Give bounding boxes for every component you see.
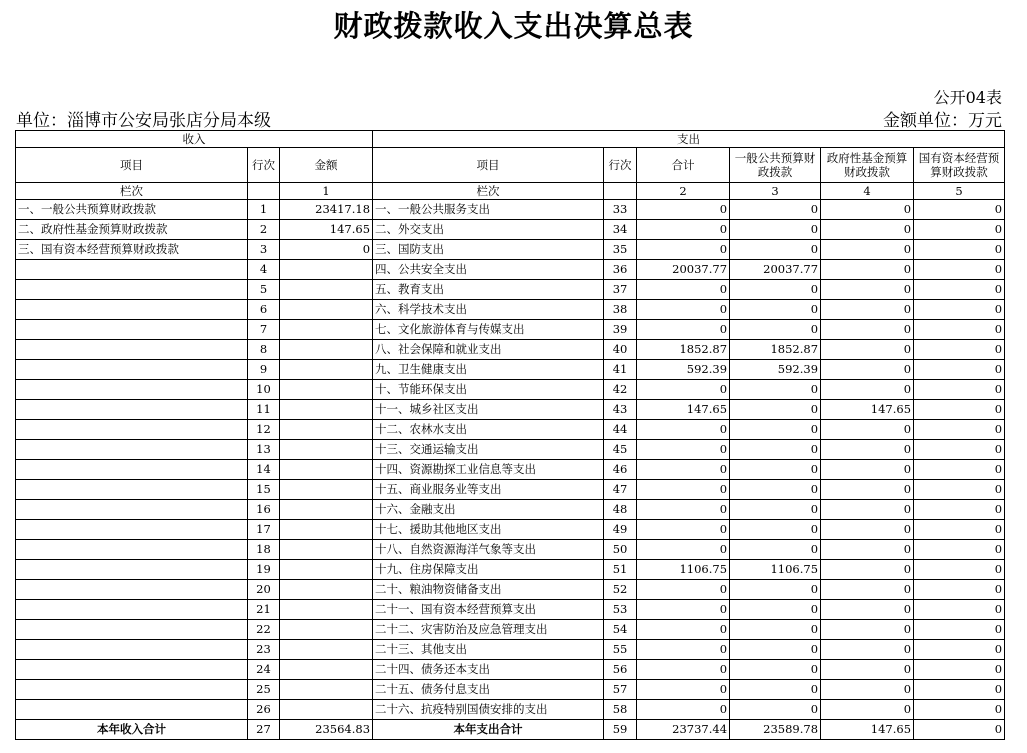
- expense-fund-budget-cell: 0: [821, 380, 914, 400]
- expense-line-no-cell: 52: [604, 580, 637, 600]
- expense-item-cell: 二十六、抗疫特别国债安排的支出: [373, 700, 604, 720]
- expense-item-cell: 一、一般公共服务支出: [373, 200, 604, 220]
- income-amount-cell: [280, 320, 373, 340]
- income-line-no-cell: 5: [248, 280, 280, 300]
- expense-total-cell: 0: [637, 220, 730, 240]
- expense-line-no-cell: 39: [604, 320, 637, 340]
- income-item-cell: [16, 600, 248, 620]
- expense-total-cell: 0: [637, 640, 730, 660]
- expense-total-cell: 0: [637, 460, 730, 480]
- expense-fund-budget-cell: 0: [821, 280, 914, 300]
- income-item-header: 项目: [16, 148, 248, 183]
- expense-total-cell: 0: [637, 480, 730, 500]
- finance-table: [15, 130, 1005, 740]
- expense-line-no-cell: 44: [604, 420, 637, 440]
- expense-state-capital-cell: 0: [914, 400, 1005, 420]
- expense-general-budget-cell: 592.39: [730, 360, 821, 380]
- table-row: [16, 360, 1005, 380]
- income-amount-cell: [280, 540, 373, 560]
- income-amount-cell: [280, 520, 373, 540]
- income-item-cell: 二、政府性基金预算财政拨款: [16, 220, 248, 240]
- expense-item-cell: 四、公共安全支出: [373, 260, 604, 280]
- income-item-cell: [16, 560, 248, 580]
- expense-fund-budget-cell: 0: [821, 200, 914, 220]
- expense-line-no-cell: 56: [604, 660, 637, 680]
- expense-total-cell: 1106.75: [637, 560, 730, 580]
- expense-fund-budget-cell: 0: [821, 440, 914, 460]
- table-row: [16, 280, 1005, 300]
- expense-general-budget-cell: 0: [730, 660, 821, 680]
- expense-line-no-cell: 55: [604, 640, 637, 660]
- income-item-cell: [16, 460, 248, 480]
- expense-line-no-cell: 54: [604, 620, 637, 640]
- income-amount-cell: [280, 300, 373, 320]
- col-label: 栏次: [373, 183, 604, 200]
- income-line-no-cell: 3: [248, 240, 280, 260]
- expense-item-cell: 二十四、债务还本支出: [373, 660, 604, 680]
- income-item-cell: [16, 540, 248, 560]
- expense-total-cell: 147.65: [637, 400, 730, 420]
- expense-item-cell: 三、国防支出: [373, 240, 604, 260]
- table-row: [16, 420, 1005, 440]
- expense-state-capital-cell: 0: [914, 300, 1005, 320]
- table-row: [16, 340, 1005, 360]
- expense-state-capital-cell: 0: [914, 640, 1005, 660]
- page-title: 财政拨款收入支出决算总表: [333, 9, 694, 43]
- income-amount-cell: [280, 380, 373, 400]
- expense-state-capital-cell: 0: [914, 380, 1005, 400]
- income-item-cell: [16, 340, 248, 360]
- expense-item-cell: 七、文化旅游体育与传媒支出: [373, 320, 604, 340]
- expense-general-budget-cell: 0: [730, 320, 821, 340]
- expense-general-budget-cell: 0: [730, 440, 821, 460]
- expense-total-cell: 0: [637, 440, 730, 460]
- expense-state-capital-cell: 0: [914, 600, 1005, 620]
- expense-line-no-cell: 35: [604, 240, 637, 260]
- expense-line-no-cell: 51: [604, 560, 637, 580]
- expense-fund-budget-cell: 0: [821, 460, 914, 480]
- table-row: [16, 540, 1005, 560]
- expense-item-cell: 二十、粮油物资储备支出: [373, 580, 604, 600]
- expense-general-budget-cell: 0: [730, 540, 821, 560]
- expense-total-cell: 0: [637, 620, 730, 640]
- expense-state-capital-cell: 0: [914, 500, 1005, 520]
- expense-fund-budget-cell: 0: [821, 680, 914, 700]
- expense-total-cell: 0: [637, 660, 730, 680]
- income-item-cell: [16, 380, 248, 400]
- expense-line-no-cell: 33: [604, 200, 637, 220]
- income-item-cell: 三、国有资本经营预算财政拨款: [16, 240, 248, 260]
- expense-general-budget-cell: 1106.75: [730, 560, 821, 580]
- table-row: [16, 220, 1005, 240]
- expense-total-amount: 23737.44: [637, 720, 730, 740]
- income-line-no-cell: 2: [248, 220, 280, 240]
- expense-total-cell: 0: [637, 540, 730, 560]
- expense-state-capital-cell: 0: [914, 560, 1005, 580]
- expense-item-header: 项目: [373, 148, 604, 183]
- expense-general-budget-cell: 1852.87: [730, 340, 821, 360]
- expense-state-capital-cell: 0: [914, 620, 1005, 640]
- expense-line-no-cell: 40: [604, 340, 637, 360]
- income-item-cell: [16, 620, 248, 640]
- expense-general-budget-cell: 0: [730, 240, 821, 260]
- expense-line-no-cell: 53: [604, 600, 637, 620]
- col-label: 栏次: [16, 183, 248, 200]
- expense-general-budget-cell: 0: [730, 600, 821, 620]
- table-row: [16, 480, 1005, 500]
- unit-label: 单位：淄博市公安局张店分局本级: [16, 111, 271, 131]
- expense-line-no-cell: 38: [604, 300, 637, 320]
- expense-state-capital-cell: 0: [914, 420, 1005, 440]
- income-line-no-cell: 15: [248, 480, 280, 500]
- income-line-no-cell: 12: [248, 420, 280, 440]
- table-row: [16, 680, 1005, 700]
- income-header: 收入: [16, 131, 373, 148]
- income-item-cell: [16, 580, 248, 600]
- expense-general-budget-cell: 0: [730, 620, 821, 640]
- income-line-no-cell: 20: [248, 580, 280, 600]
- income-total-label: 本年收入合计: [16, 720, 248, 740]
- income-item-cell: [16, 400, 248, 420]
- income-item-cell: 一、一般公共预算财政拨款: [16, 200, 248, 220]
- income-item-cell: [16, 660, 248, 680]
- expense-general-budget-cell: 20037.77: [730, 260, 821, 280]
- expense-fund-budget-cell: 0: [821, 500, 914, 520]
- income-amount-cell: [280, 600, 373, 620]
- expense-total-cell: 592.39: [637, 360, 730, 380]
- expense-item-cell: 二、外交支出: [373, 220, 604, 240]
- expense-header: 支出: [373, 131, 1005, 148]
- expense-fund-budget-cell: 0: [821, 320, 914, 340]
- expense-state-capital-cell: 0: [914, 340, 1005, 360]
- col-number: 3: [730, 183, 821, 200]
- income-amount-cell: 23417.18: [280, 200, 373, 220]
- income-line-no-cell: 22: [248, 620, 280, 640]
- income-line-no-cell: 23: [248, 640, 280, 660]
- income-line-no-cell: 6: [248, 300, 280, 320]
- expense-fund-budget-cell: 0: [821, 560, 914, 580]
- amount-unit-label: 金额单位：万元: [883, 111, 1002, 131]
- income-line-no-header: 行次: [248, 148, 280, 183]
- expense-item-cell: 二十五、债务付息支出: [373, 680, 604, 700]
- income-line-no-cell: 1: [248, 200, 280, 220]
- income-line-no-cell: 7: [248, 320, 280, 340]
- expense-item-cell: 九、卫生健康支出: [373, 360, 604, 380]
- income-line-no-cell: 24: [248, 660, 280, 680]
- expense-general-budget-cell: 0: [730, 220, 821, 240]
- table-row: [16, 500, 1005, 520]
- income-item-cell: [16, 420, 248, 440]
- form-number: 公开04表: [933, 88, 1002, 107]
- table-row: [16, 560, 1005, 580]
- income-line-no-cell: 16: [248, 500, 280, 520]
- expense-general-budget-cell: 0: [730, 680, 821, 700]
- expense-total-cell: 0: [637, 700, 730, 720]
- expense-fund-budget-cell: 0: [821, 340, 914, 360]
- expense-item-cell: 十、节能环保支出: [373, 380, 604, 400]
- income-line-no-cell: 9: [248, 360, 280, 380]
- expense-line-no-cell: 49: [604, 520, 637, 540]
- expense-fund-budget-cell: 0: [821, 580, 914, 600]
- income-amount-cell: 0: [280, 240, 373, 260]
- expense-general-budget-cell: 0: [730, 280, 821, 300]
- income-amount-cell: [280, 620, 373, 640]
- table-row: [16, 260, 1005, 280]
- expense-fund-budget-cell: 0: [821, 640, 914, 660]
- income-amount-cell: 147.65: [280, 220, 373, 240]
- expense-fund-budget-cell: 0: [821, 240, 914, 260]
- income-item-cell: [16, 680, 248, 700]
- income-amount-cell: [280, 700, 373, 720]
- expense-item-cell: 二十三、其他支出: [373, 640, 604, 660]
- expense-general-budget-cell: 0: [730, 460, 821, 480]
- expense-state-capital-cell: 0: [914, 220, 1005, 240]
- total-header: 合计: [637, 148, 730, 183]
- expense-total-cell: 0: [637, 580, 730, 600]
- expense-fund-budget-cell: 147.65: [821, 400, 914, 420]
- expense-item-cell: 二十二、灾害防治及应急管理支出: [373, 620, 604, 640]
- expense-line-no-cell: 50: [604, 540, 637, 560]
- income-line-no-cell: 19: [248, 560, 280, 580]
- income-amount-cell: [280, 460, 373, 480]
- expense-total-cell: 1852.87: [637, 340, 730, 360]
- income-amount-cell: [280, 440, 373, 460]
- expense-line-no-cell: 37: [604, 280, 637, 300]
- expense-line-no-cell: 48: [604, 500, 637, 520]
- income-line-no-cell: 18: [248, 540, 280, 560]
- expense-state-capital-cell: 0: [914, 260, 1005, 280]
- expense-state-capital-cell: 0: [914, 280, 1005, 300]
- income-item-cell: [16, 480, 248, 500]
- income-total-line-no: 27: [248, 720, 280, 740]
- income-amount-cell: [280, 280, 373, 300]
- expense-line-no-cell: 45: [604, 440, 637, 460]
- expense-item-cell: 十七、援助其他地区支出: [373, 520, 604, 540]
- income-amount-cell: [280, 480, 373, 500]
- expense-line-no-cell: 57: [604, 680, 637, 700]
- income-item-cell: [16, 440, 248, 460]
- table-row: [16, 620, 1005, 640]
- income-line-no-cell: 21: [248, 600, 280, 620]
- income-line-no-cell: 4: [248, 260, 280, 280]
- expense-state-capital-cell: 0: [914, 320, 1005, 340]
- table-row: [16, 440, 1005, 460]
- table-row: [16, 580, 1005, 600]
- expense-fund-budget-cell: 0: [821, 300, 914, 320]
- table-row: [16, 600, 1005, 620]
- expense-item-cell: 五、教育支出: [373, 280, 604, 300]
- income-amount-header: 金额: [280, 148, 373, 183]
- expense-fund-budget-cell: 0: [821, 520, 914, 540]
- expense-general-budget-cell: 0: [730, 580, 821, 600]
- expense-total-label: 本年支出合计: [373, 720, 604, 740]
- expense-general-budget-cell: 0: [730, 640, 821, 660]
- expense-fund-budget-cell: 0: [821, 540, 914, 560]
- income-line-no-cell: 13: [248, 440, 280, 460]
- expense-item-cell: 十四、资源勘探工业信息等支出: [373, 460, 604, 480]
- income-amount-cell: [280, 360, 373, 380]
- income-line-no-cell: 11: [248, 400, 280, 420]
- col-number: 5: [914, 183, 1005, 200]
- expense-fund-budget-cell: 0: [821, 420, 914, 440]
- expense-fund-budget-cell: 0: [821, 600, 914, 620]
- expense-state-capital-cell: 0: [914, 200, 1005, 220]
- expense-line-no-cell: 58: [604, 700, 637, 720]
- expense-fund-budget-cell: 0: [821, 220, 914, 240]
- expense-state-capital-cell: 0: [914, 240, 1005, 260]
- income-total-amount: 23564.83: [280, 720, 373, 740]
- income-item-cell: [16, 320, 248, 340]
- expense-total-cell: 0: [637, 240, 730, 260]
- table-row: [16, 380, 1005, 400]
- expense-line-no-cell: 47: [604, 480, 637, 500]
- expense-total-line-no: 59: [604, 720, 637, 740]
- income-amount-cell: [280, 400, 373, 420]
- income-amount-cell: [280, 500, 373, 520]
- expense-state-capital-cell: 0: [914, 480, 1005, 500]
- income-amount-cell: [280, 260, 373, 280]
- expense-state-capital-cell: 0: [914, 520, 1005, 540]
- expense-total-cell: 0: [637, 280, 730, 300]
- expense-item-cell: 十六、金融支出: [373, 500, 604, 520]
- expense-line-no-cell: 36: [604, 260, 637, 280]
- expense-line-no-cell: 34: [604, 220, 637, 240]
- income-amount-cell: [280, 580, 373, 600]
- expense-total-fund: 147.65: [821, 720, 914, 740]
- expense-fund-budget-cell: 0: [821, 700, 914, 720]
- expense-total-capital: 0: [914, 720, 1005, 740]
- expense-total-cell: 0: [637, 680, 730, 700]
- expense-total-cell: 0: [637, 200, 730, 220]
- table-row: [16, 520, 1005, 540]
- expense-total-general: 23589.78: [730, 720, 821, 740]
- income-line-no-cell: 17: [248, 520, 280, 540]
- income-item-cell: [16, 280, 248, 300]
- expense-total-cell: 0: [637, 600, 730, 620]
- expense-state-capital-cell: 0: [914, 540, 1005, 560]
- expense-state-capital-cell: 0: [914, 680, 1005, 700]
- expense-item-cell: 十一、城乡社区支出: [373, 400, 604, 420]
- table-row: [16, 320, 1005, 340]
- table-row: [16, 460, 1005, 480]
- expense-general-budget-cell: 0: [730, 200, 821, 220]
- income-item-cell: [16, 520, 248, 540]
- expense-fund-budget-cell: 0: [821, 620, 914, 640]
- income-item-cell: [16, 700, 248, 720]
- table-row: [16, 240, 1005, 260]
- table-row: [16, 700, 1005, 720]
- expense-item-cell: 二十一、国有资本经营预算支出: [373, 600, 604, 620]
- income-item-cell: [16, 500, 248, 520]
- expense-general-budget-cell: 0: [730, 380, 821, 400]
- expense-total-cell: 0: [637, 300, 730, 320]
- expense-general-budget-cell: 0: [730, 700, 821, 720]
- expense-general-budget-cell: 0: [730, 400, 821, 420]
- income-amount-cell: [280, 660, 373, 680]
- expense-general-budget-cell: 0: [730, 500, 821, 520]
- expense-line-no-cell: 46: [604, 460, 637, 480]
- expense-total-cell: 0: [637, 380, 730, 400]
- expense-state-capital-cell: 0: [914, 360, 1005, 380]
- table-row: [16, 300, 1005, 320]
- expense-fund-budget-cell: 0: [821, 260, 914, 280]
- income-item-cell: [16, 260, 248, 280]
- expense-line-no-cell: 43: [604, 400, 637, 420]
- expense-fund-budget-cell: 0: [821, 480, 914, 500]
- income-amount-cell: [280, 340, 373, 360]
- income-line-no-cell: 25: [248, 680, 280, 700]
- expense-item-cell: 十八、自然资源海洋气象等支出: [373, 540, 604, 560]
- col-number: 1: [280, 183, 373, 200]
- table-row: [16, 200, 1005, 220]
- expense-state-capital-cell: 0: [914, 440, 1005, 460]
- expense-general-budget-cell: 0: [730, 480, 821, 500]
- expense-general-budget-cell: 0: [730, 520, 821, 540]
- expense-line-no-cell: 41: [604, 360, 637, 380]
- income-line-no-cell: 10: [248, 380, 280, 400]
- income-item-cell: [16, 300, 248, 320]
- expense-item-cell: 六、科学技术支出: [373, 300, 604, 320]
- income-amount-cell: [280, 420, 373, 440]
- expense-item-cell: 十二、农林水支出: [373, 420, 604, 440]
- general-budget-header: 一般公共预算财政拨款: [730, 148, 821, 183]
- income-line-no-cell: 26: [248, 700, 280, 720]
- expense-general-budget-cell: 0: [730, 300, 821, 320]
- table-row: [16, 400, 1005, 420]
- expense-item-cell: 十五、商业服务业等支出: [373, 480, 604, 500]
- income-item-cell: [16, 360, 248, 380]
- income-line-no-cell: 14: [248, 460, 280, 480]
- income-line-no-cell: 8: [248, 340, 280, 360]
- expense-state-capital-cell: 0: [914, 660, 1005, 680]
- expense-state-capital-cell: 0: [914, 460, 1005, 480]
- col-number: 2: [637, 183, 730, 200]
- expense-general-budget-cell: 0: [730, 420, 821, 440]
- col-number: 4: [821, 183, 914, 200]
- state-capital-header: 国有资本经营预算财政拨款: [914, 148, 1005, 183]
- expense-item-cell: 十九、住房保障支出: [373, 560, 604, 580]
- expense-state-capital-cell: 0: [914, 580, 1005, 600]
- income-amount-cell: [280, 680, 373, 700]
- expense-total-cell: 20037.77: [637, 260, 730, 280]
- expense-state-capital-cell: 0: [914, 700, 1005, 720]
- expense-total-cell: 0: [637, 320, 730, 340]
- expense-total-cell: 0: [637, 500, 730, 520]
- expense-total-cell: 0: [637, 420, 730, 440]
- table-row: [16, 640, 1005, 660]
- income-amount-cell: [280, 560, 373, 580]
- fund-budget-header: 政府性基金预算财政拨款: [821, 148, 914, 183]
- expense-item-cell: 十三、交通运输支出: [373, 440, 604, 460]
- expense-total-cell: 0: [637, 520, 730, 540]
- expense-fund-budget-cell: 0: [821, 660, 914, 680]
- expense-line-no-header: 行次: [604, 148, 637, 183]
- expense-line-no-cell: 42: [604, 380, 637, 400]
- table-row: [16, 660, 1005, 680]
- expense-item-cell: 八、社会保障和就业支出: [373, 340, 604, 360]
- expense-fund-budget-cell: 0: [821, 360, 914, 380]
- income-item-cell: [16, 640, 248, 660]
- income-amount-cell: [280, 640, 373, 660]
